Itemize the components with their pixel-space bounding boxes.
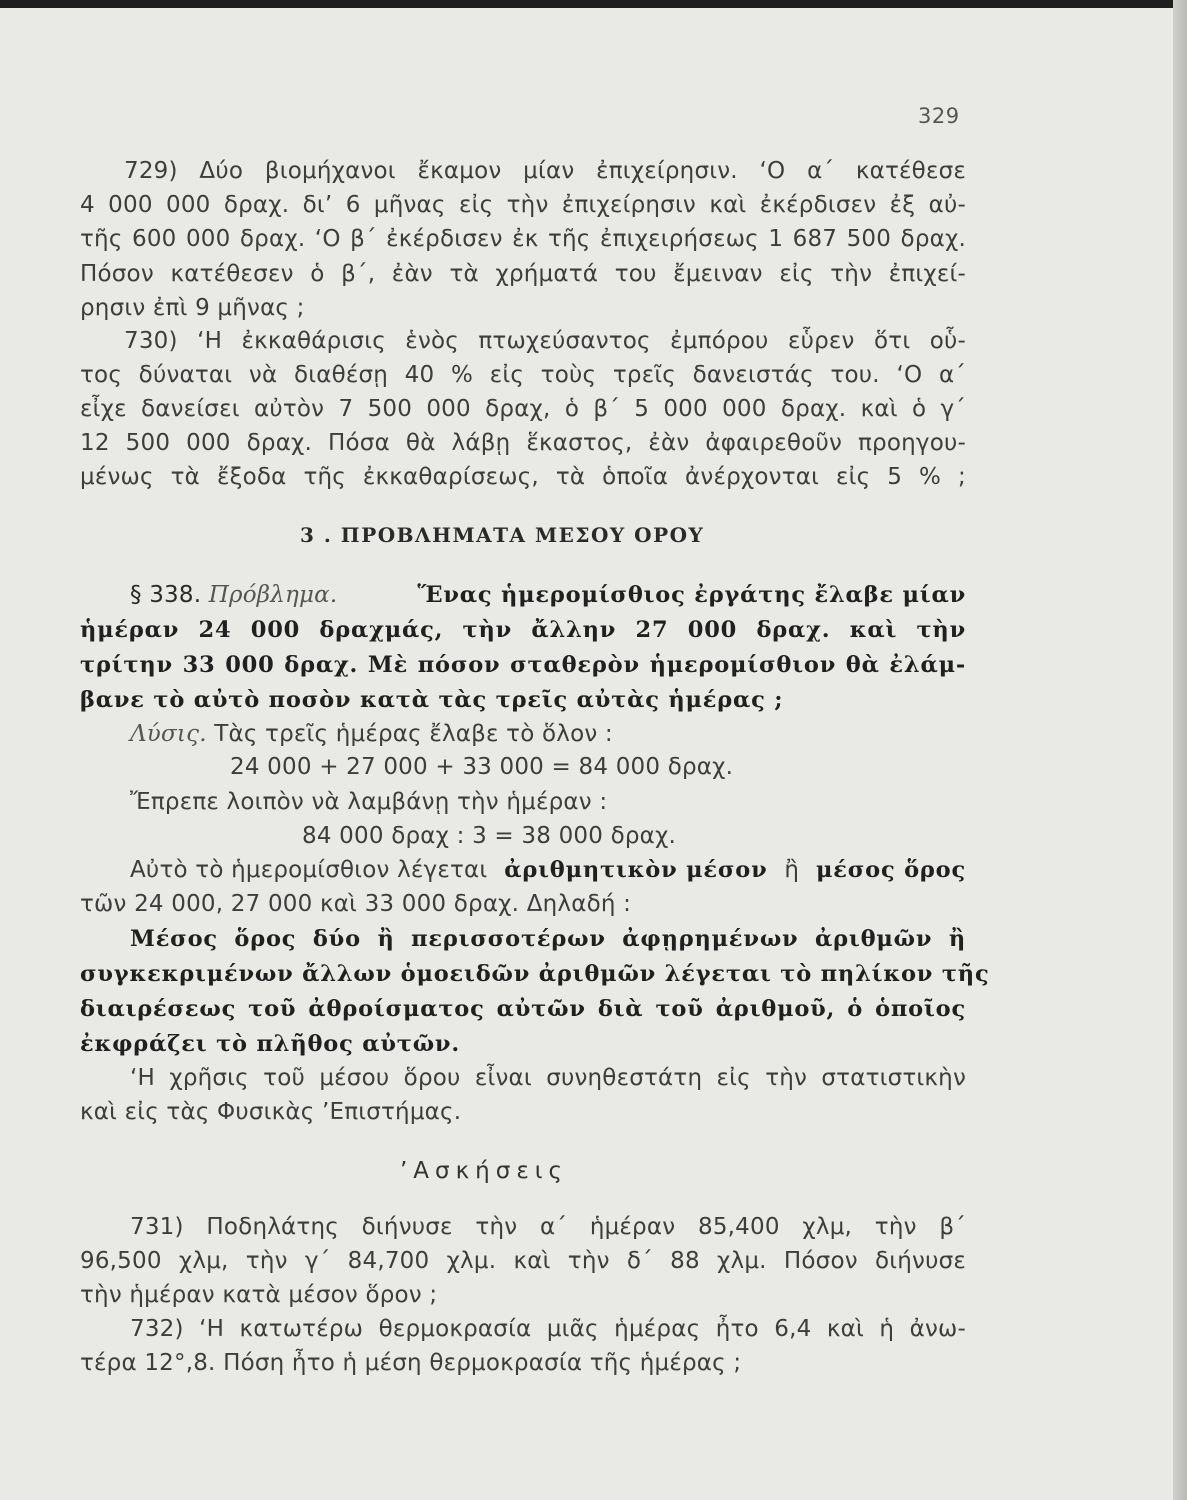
text-line: τῶν 24 000, 27 000 καὶ 33 000 δραχ. Δηλαδή : [80,891,632,917]
text-line: ἡμέραν 24 000 δραχμάς, τὴν ἄλλην 27 000 δραχ. καὶ τὴν [80,617,966,643]
text-line: 4 000 000 δραχ. δι’ 6 μῆνας εἰς τὴν ἐπιχείρησιν καὶ ἐκέρδισεν ἐξ αὐ- [80,192,966,218]
text-line: 730) ‘Η ἐκκαθάρισις ἑνὸς πτωχεύσαντος ἐμπόρου εὗρεν ὅτι οὗ- [124,328,966,354]
text-line: ρησιν ἐπὶ 9 μῆνας ; [80,295,305,321]
page-number: 329 [918,104,960,128]
equation-sum: 24 000 + 27 000 + 33 000 = 84 000 δραχ. [230,754,734,780]
text-line: ἐκφράζει τὸ πλῆθος αὐτῶν. [80,1031,460,1057]
text-line: συγκεκριμένων ἄλλων ὁμοειδῶν ἀριθμῶν λέγεται τὸ πηλίκον τῆς [80,961,990,987]
text-line: Ἕνας ἡμερομίσθιος ἐργάτης ἔλαβε μίαν [417,582,966,608]
problem-label: Πρόβλημα. [208,582,338,608]
text-line: τῆς 600 000 δραχ. ‘Ο β΄ ἐκέρδισεν ἐκ τῆς ἐπιχειρήσεως 1 687 500 δραχ. [80,226,966,252]
top-scan-edge [0,0,1187,8]
right-scan-edge [1173,0,1187,1500]
text-line: τέρα 12°,8. Πόση ἦτο ἡ μέση θερμοκρασία τῆς ἡμέρας ; [80,1350,742,1376]
text-line: εἶχε δανείσει αὐτὸν 7 500 000 δραχ, ὁ β΄ 5 000 000 δραχ. καὶ ὁ γ΄ [80,396,966,422]
text-line: Πόσον κατέθεσεν ὁ β΄, ἐὰν τὰ χρήματά του ἔμειναν εἰς τὴν ἐπιχεί- [80,261,966,287]
text-line: 732) ‘Η κατωτέρω θερμοκρασία μιᾶς ἡμέρας ἦτο 6,4 καὶ ἡ ἀνω- [130,1316,966,1342]
text-line: βανε τὸ αὐτὸ ποσὸν κατὰ τὰς τρεῖς αὐτὰς ἡμέρας ; [80,687,784,713]
problem-first-line [130,580,966,610]
text-line [130,855,966,885]
text-line: ‘Η χρῆσις τοῦ μέσου ὅρου εἶναι συνηθεστάτη εἰς τὴν στατιστικὴν [130,1065,966,1091]
term-arithmetic-mean: ἀριθμητικὸν μέσον [504,857,768,883]
text-line: τρίτην 33 000 δραχ. Μὲ πόσον σταθερὸν ἡμερομίσθιον θὰ ἐλάμ- [80,652,966,678]
text-line: καὶ εἰς τὰς Φυσικὰς ’Επιστήμας. [80,1099,462,1125]
text-line: 731) Ποδηλάτης διήνυσε τὴν α΄ ἡμέραν 85,400 χλμ, τὴν β΄ [130,1214,966,1240]
book-page [0,8,1173,1500]
text-line: διαιρέσεως τοῦ ἀθροίσματος αὐτῶν διὰ τοῦ ἀριθμοῦ, ὁ ὁποῖος [80,996,966,1022]
exercises-heading: ’Ασκήσεις [400,1158,569,1184]
text-line: Μέσος ὅρος δύο ἢ περισσοτέρων ἀφῃρημένων ἀριθμῶν ἢ [130,926,966,952]
text-line: 12 500 000 δραχ. Πόσα θὰ λάβῃ ἕκαστος, ἐὰν ἀφαιρεθοῦν προηγου- [80,430,966,456]
term-average: μέσος ὅρος [816,857,966,883]
text-line: Ἔπρεπε λοιπὸν νὰ λαμβάνῃ τὴν ἡμέραν : [130,789,608,815]
text-span: ἢ [784,857,800,883]
equation-division: 84 000 δραχ : 3 = 38 000 δραχ. [302,823,677,849]
text-line: μένως τὰ ἔξοδα τῆς ἐκκαθαρίσεως, τὰ ὁποῖα ἀνέρχονται εἰς 5 % ; [80,464,966,490]
solution-first-line [130,719,613,749]
solution-label: Λύσις. [130,721,207,747]
text-span: Τὰς τρεῖς ἡμέρας ἔλαβε τὸ ὅλον : [214,721,613,747]
text-line: τὴν ἡμέραν κατὰ μέσον ὅρον ; [80,1282,438,1308]
text-span: Αὐτὸ τὸ ἡμερομίσθιον λέγεται [130,857,488,883]
text-line: 96,500 χλμ, τὴν γ΄ 84,700 χλμ. καὶ τὴν δ΄ 88 χλμ. Πόσον διήνυσε [80,1248,966,1274]
section-mark: § 338. [130,582,202,608]
text-line: τος δύναται νὰ διαθέσῃ 40 % εἰς τοὺς τρεῖς δανειστάς του. ‘Ο α΄ [80,362,966,388]
text-line: 729) Δύο βιομήχανοι ἔκαμον μίαν ἐπιχείρησιν. ‘Ο α΄ κατέθεσε [124,158,966,184]
section-heading: 3 . ΠΡΟΒΛΗΜΑΤΑ ΜΕΣΟΥ ΟΡΟΥ [300,523,705,547]
